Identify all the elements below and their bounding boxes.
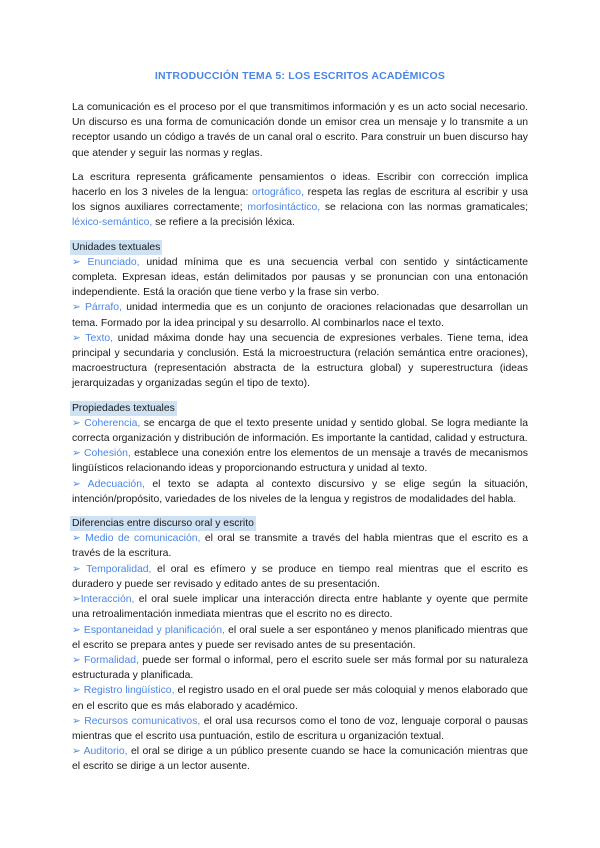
item-text: unidad intermedia que es un conjunto de oraciones relacionadas que desarrollan un tema. Formado por la idea principal y su desarrollo. Al combinarlos nace el texto. bbox=[72, 302, 528, 329]
arrow-bullet-icon: ➢ bbox=[72, 417, 81, 429]
item-text: el oral es efímero y se produce en tiempo real mientras que el escrito es duradero y puede ser revisado y editado antes de su presentación. bbox=[72, 563, 528, 590]
term-ortografico: ortográfico, bbox=[251, 187, 304, 199]
list-item bbox=[72, 255, 528, 301]
list-item bbox=[72, 300, 528, 330]
list-item bbox=[72, 592, 528, 622]
arrow-bullet-icon: ➢ bbox=[72, 256, 81, 268]
item-text: el oral se dirige a un público presente cuando se hace la comunicación mientras que el escrito se dirige a un lector ausente. bbox=[72, 746, 528, 773]
list-item bbox=[72, 714, 528, 744]
list-item bbox=[72, 683, 528, 713]
item-text: el oral usa recursos como el tono de voz, lenguaje corporal o pausas mientras que el escrito usa puntuación, estilo de escritura u organización textual. bbox=[72, 715, 528, 742]
arrow-bullet-icon: ➢ bbox=[72, 478, 81, 490]
intro-paragraph-2 bbox=[72, 170, 528, 231]
list-item bbox=[72, 446, 528, 476]
item-term: Temporalidad, bbox=[86, 563, 152, 575]
document-title: INTRODUCCIÓN TEMA 5: LOS ESCRITOS ACADÉMICOS bbox=[154, 70, 446, 82]
term-lexico-semantico: léxico-semántico, bbox=[72, 217, 153, 229]
arrow-bullet-icon: ➢ bbox=[72, 448, 81, 460]
arrow-bullet-icon: ➢ bbox=[72, 563, 81, 575]
list-item bbox=[72, 477, 528, 507]
item-term: Recursos comunicativos, bbox=[84, 715, 201, 727]
list-item bbox=[72, 416, 528, 446]
item-term: Espontaneidad y planificación, bbox=[83, 624, 225, 636]
section-heading: Diferencias entre discurso oral y escrito bbox=[70, 516, 256, 531]
arrow-bullet-icon: ➢ bbox=[72, 715, 81, 727]
item-text: el oral se transmite a través del habla mientras que el escrito es a través de la escritura. bbox=[72, 533, 528, 560]
list-item bbox=[72, 744, 528, 774]
item-text: el texto se adapta al contexto discursivo y se elige según la situación, intención/propósito, variedades de los niveles de la lengua y registros de modalidades del habla. bbox=[72, 478, 528, 505]
item-term: Cohesión, bbox=[84, 448, 131, 460]
intro-text: La escritura representa gráficamente pensamientos o ideas. Escribir con corrección implica hacerlo en los 3 niveles de la lengua: bbox=[72, 171, 528, 199]
arrow-bullet-icon: ➢ bbox=[72, 594, 81, 606]
item-term: Interacción, bbox=[80, 594, 135, 606]
arrow-bullet-icon: ➢ bbox=[72, 654, 81, 666]
item-term: Formalidad, bbox=[84, 654, 139, 666]
item-term: Auditorio, bbox=[83, 746, 128, 758]
item-term: Coherencia, bbox=[84, 417, 141, 429]
intro-paragraph-1 bbox=[72, 100, 528, 161]
item-text: unidad mínima que es una secuencia verbal con sentido y sintácticamente completa. Expresan ideas, están delimitados por pausas y se pronuncian con una entonación independiente. Está la oración que tiene verbo y la frase sin verbo. bbox=[72, 256, 529, 299]
term-morfosintactico: morfosintáctico, bbox=[247, 202, 321, 214]
item-term: Enunciado, bbox=[87, 256, 140, 268]
section-heading: Unidades textuales bbox=[70, 240, 162, 255]
item-text: puede ser formal o informal, pero el escrito suele ser más formal por su naturaleza estructurada y planificada. bbox=[72, 654, 528, 682]
section-diferencias-oral-escrito bbox=[72, 516, 528, 774]
arrow-bullet-icon: ➢ bbox=[72, 332, 81, 344]
section-unidades-textuales bbox=[72, 240, 528, 392]
item-term: Adecuación, bbox=[87, 478, 145, 490]
list-item bbox=[72, 623, 528, 653]
intro-text: respeta las reglas de escritura al escribir y usa los signos auxiliares correctamente; bbox=[72, 187, 528, 214]
list-item bbox=[72, 653, 528, 683]
intro-text: se relaciona con las normas gramaticales; bbox=[320, 202, 529, 214]
item-text: el oral suele a ser espontáneo y menos planificado mientras que el escrito se prepara antes y puede ser revisado antes de su presentación. bbox=[72, 624, 529, 651]
list-item bbox=[72, 562, 528, 592]
arrow-bullet-icon: ➢ bbox=[72, 746, 81, 758]
item-term: Medio de comunicación, bbox=[85, 533, 201, 545]
item-term: Texto, bbox=[85, 332, 114, 344]
list-item bbox=[72, 531, 528, 561]
intro-text: se refiere a la precisión léxica. bbox=[152, 217, 295, 229]
item-term: Párrafo, bbox=[85, 302, 122, 314]
arrow-bullet-icon: ➢ bbox=[72, 685, 81, 697]
list-item bbox=[72, 331, 528, 392]
item-text: se encarga de que el texto presente unidad y sentido global. Se logra mediante la correcta organización y distribución de información. Es importante la cantidad, calidad y estructura. bbox=[72, 417, 528, 445]
section-heading: Propiedades textuales bbox=[70, 401, 177, 416]
item-text: el registro usado en el oral puede ser más coloquial y menos elaborado que en el escrito que es más elaborado y académico. bbox=[72, 685, 529, 712]
item-text: establece una conexión entre los elementos de un mensaje a través de mecanismos lingüísticos relacionando ideas y proporcionando estructura y unidad al texto. bbox=[72, 448, 529, 475]
arrow-bullet-icon: ➢ bbox=[72, 533, 81, 545]
item-text: unidad máxima donde hay una secuencia de expresiones verbales. Tiene tema, idea principal y secundaria y conclusión. Está la microestructura (relación semántica entre oraciones), macroestructura (representación abstracta de la estructura global) y superestructura (ideas jerarquizadas y organizadas según el tipo de texto). bbox=[72, 332, 528, 390]
item-term: Registro lingüístico, bbox=[83, 685, 175, 697]
section-propiedades-textuales bbox=[72, 401, 528, 507]
item-text: el oral suele implicar una interacción directa entre hablante y oyente que permite una retroalimentación inmediata mientras que el escrito no es directo. bbox=[72, 594, 528, 621]
arrow-bullet-icon: ➢ bbox=[72, 302, 81, 314]
document-body bbox=[72, 100, 528, 784]
arrow-bullet-icon: ➢ bbox=[72, 624, 81, 636]
intro-text: La comunicación es el proceso por el que transmitimos información y es un acto social necesario. Un discurso es una forma de comunicación donde un emisor crea un mensaje y lo transmite a un receptor usando un código a través de un canal oral o escrito. Para construir un buen discurso hay que atender y seguir las normas y reglas. bbox=[72, 102, 528, 159]
